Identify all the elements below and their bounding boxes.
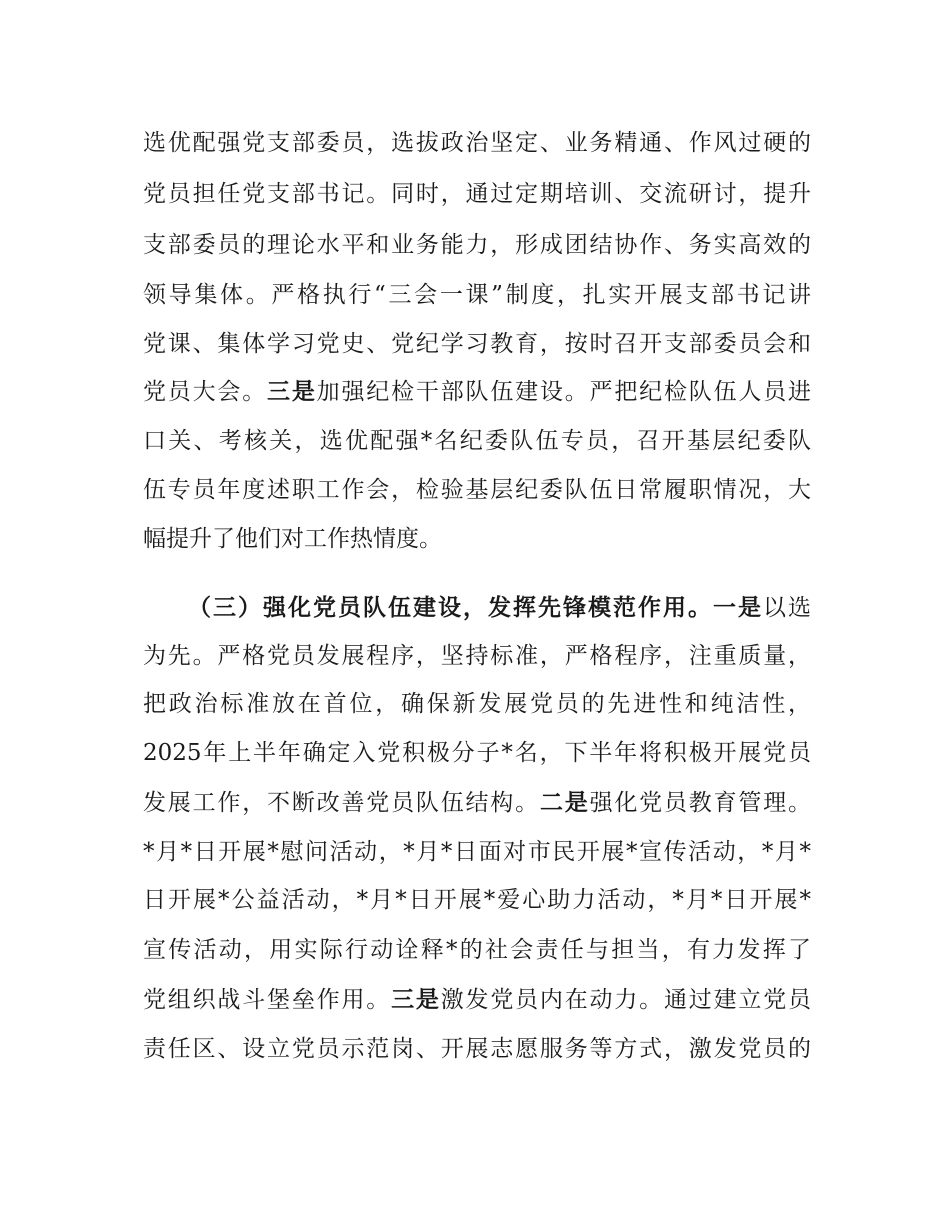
text-segment: 发展工作，不断改善党员队伍结构。: [143, 790, 540, 816]
text-line: 口关、考核关，选优配强*名纪委队伍专员，召开基层纪委队: [143, 428, 811, 454]
text-line: [143, 372, 811, 412]
text-line: 党课、集体学习党史、党纪学习教育，按时召开支部委员会和: [143, 331, 811, 357]
text-line: 日开展*公益活动，*月*日开展*爱心助力活动，*月*日开展*: [143, 887, 811, 913]
bold-marker: 三是: [267, 378, 317, 405]
bold-marker: 一是: [713, 594, 763, 621]
text-segment: 强化党员教育管理。: [589, 790, 811, 816]
text-line: *月*日开展*慰问活动，*月*日面对市民开展*宣传活动，*月*: [143, 839, 811, 865]
text-segment: 激发党员内在动力。通过建立党员: [440, 987, 811, 1013]
text-line: 选优配强党支部委员，选拔政治坚定、业务精通、作风过硬的: [143, 130, 811, 156]
bold-marker: 二是: [539, 789, 590, 816]
text-line: 领导集体。严格执行“三会一课”制度，扎实开展支部书记讲: [143, 282, 811, 308]
text-line: 责任区、设立党员示范岗、开展志愿服务等方式，激发党员的: [143, 1036, 811, 1062]
bold-marker: 三是: [391, 986, 441, 1013]
text-line: 为先。严格党员发展程序，坚持标准，严格程序，注重质量，: [143, 643, 811, 669]
text-line: 伍专员年度述职工作会，检验基层纪委队伍日常履职情况，大: [143, 477, 811, 503]
text-line: [143, 783, 811, 823]
text-line: 把政治标准放在首位，确保新发展党员的先进性和纯洁性，: [143, 691, 811, 717]
text-line: 支部委员的理论水平和业务能力，形成团结协作、务实高效的: [143, 232, 811, 258]
text-segment: 党组织战斗堡垒作用。: [143, 987, 392, 1013]
text-segment: 以选: [763, 595, 811, 621]
text-line: 宣传活动，用实际行动诠释*的社会责任与担当，有力发挥了: [143, 937, 811, 963]
text-segment: 党员大会。: [143, 379, 268, 405]
text-segment: 加强纪检干部队伍建设。严把纪检队伍人员进: [316, 379, 811, 405]
section-heading: （三）强化党员队伍建设，发挥先锋模范作用。: [188, 594, 713, 621]
text-line: 党员担任党支部书记。同时，通过定期培训、交流研讨，提升: [143, 181, 811, 207]
text-line: 幅提升了他们对工作热情度。: [143, 526, 442, 552]
text-line: [188, 588, 811, 628]
text-line: [143, 980, 811, 1020]
text-line: 2025年上半年确定入党积极分子*名，下半年将积极开展党员: [143, 740, 811, 766]
